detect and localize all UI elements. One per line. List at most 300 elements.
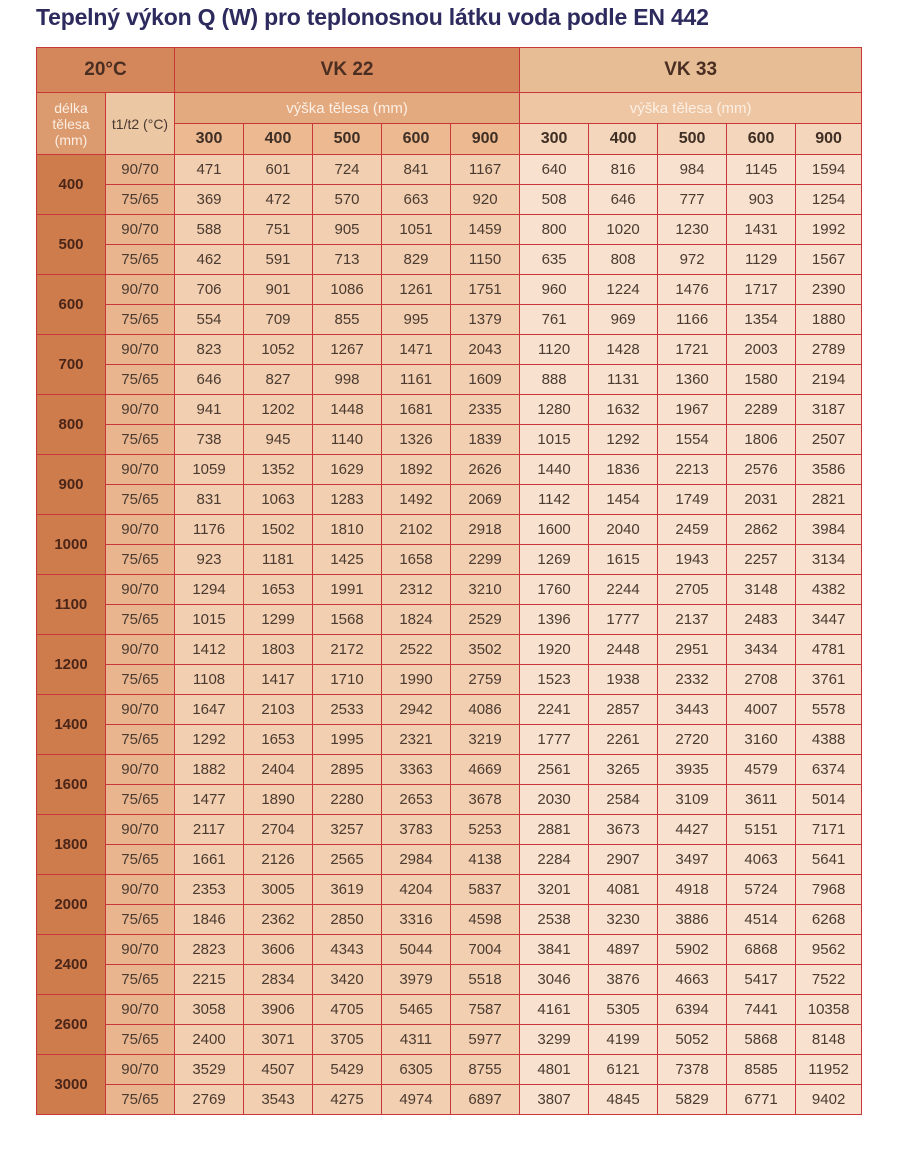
value-cell: 3257: [313, 815, 382, 845]
value-cell: 2823: [175, 935, 244, 965]
table-row: [37, 575, 862, 605]
value-cell: 5902: [658, 935, 727, 965]
row-length-label: 2400: [37, 935, 106, 995]
value-cell: 508: [520, 185, 589, 215]
row-temp-label: 90/70: [106, 815, 175, 845]
value-cell: 1990: [382, 665, 451, 695]
value-cell: 7171: [796, 815, 862, 845]
value-cell: 9562: [796, 935, 862, 965]
value-cell: 1890: [244, 785, 313, 815]
value-cell: 1269: [520, 545, 589, 575]
value-cell: 2261: [589, 725, 658, 755]
row-temp-label: 90/70: [106, 935, 175, 965]
value-cell: 2117: [175, 815, 244, 845]
value-cell: 3443: [658, 695, 727, 725]
value-cell: 4598: [451, 905, 520, 935]
row-temp-label: 90/70: [106, 995, 175, 1025]
value-cell: 2907: [589, 845, 658, 875]
value-cell: 709: [244, 305, 313, 335]
value-cell: 6394: [658, 995, 727, 1025]
value-cell: 1051: [382, 215, 451, 245]
row-temp-label: 75/65: [106, 1085, 175, 1115]
value-cell: 6374: [796, 755, 862, 785]
value-cell: 4897: [589, 935, 658, 965]
value-cell: 1360: [658, 365, 727, 395]
value-cell: 646: [589, 185, 658, 215]
value-cell: 1681: [382, 395, 451, 425]
value-cell: 2533: [313, 695, 382, 725]
value-cell: 1810: [313, 515, 382, 545]
value-cell: 3543: [244, 1085, 313, 1115]
height-col-header-vk33-400: 400: [589, 124, 658, 155]
table-row: [37, 755, 862, 785]
table-row: [37, 605, 862, 635]
value-cell: 1943: [658, 545, 727, 575]
value-cell: 841: [382, 155, 451, 185]
value-cell: 905: [313, 215, 382, 245]
value-cell: 1920: [520, 635, 589, 665]
value-cell: 1059: [175, 455, 244, 485]
value-cell: 570: [313, 185, 382, 215]
value-cell: 969: [589, 305, 658, 335]
value-cell: 3230: [589, 905, 658, 935]
value-cell: 1280: [520, 395, 589, 425]
value-cell: 471: [175, 155, 244, 185]
row-length-label: 1200: [37, 635, 106, 695]
table-row: [37, 515, 862, 545]
value-cell: 1167: [451, 155, 520, 185]
value-cell: 1580: [727, 365, 796, 395]
row-temp-label: 90/70: [106, 575, 175, 605]
value-cell: 1166: [658, 305, 727, 335]
value-cell: 11952: [796, 1055, 862, 1085]
value-cell: 3619: [313, 875, 382, 905]
value-cell: 2789: [796, 335, 862, 365]
value-cell: 2335: [451, 395, 520, 425]
row-temp-label: 75/65: [106, 665, 175, 695]
value-cell: 1354: [727, 305, 796, 335]
value-cell: 1846: [175, 905, 244, 935]
value-cell: 1839: [451, 425, 520, 455]
value-cell: 5014: [796, 785, 862, 815]
value-cell: 635: [520, 245, 589, 275]
row-length-label: 1000: [37, 515, 106, 575]
value-cell: 2857: [589, 695, 658, 725]
value-cell: 2332: [658, 665, 727, 695]
value-cell: 8585: [727, 1055, 796, 1085]
value-cell: 1992: [796, 215, 862, 245]
value-cell: 1052: [244, 335, 313, 365]
value-cell: 2584: [589, 785, 658, 815]
row-temp-label: 75/65: [106, 545, 175, 575]
table-row: [37, 425, 862, 455]
value-cell: 2769: [175, 1085, 244, 1115]
value-cell: 1938: [589, 665, 658, 695]
value-cell: 945: [244, 425, 313, 455]
value-cell: 2834: [244, 965, 313, 995]
value-cell: 1717: [727, 275, 796, 305]
value-cell: 706: [175, 275, 244, 305]
value-cell: 1609: [451, 365, 520, 395]
value-cell: 4579: [727, 755, 796, 785]
value-cell: 4388: [796, 725, 862, 755]
value-cell: 751: [244, 215, 313, 245]
value-cell: 4918: [658, 875, 727, 905]
value-cell: 2459: [658, 515, 727, 545]
value-cell: 2031: [727, 485, 796, 515]
value-cell: 1015: [520, 425, 589, 455]
value-cell: 2984: [382, 845, 451, 875]
height-header-vk33: výška tělesa (mm): [520, 93, 862, 124]
height-col-header-vk22-300: 300: [175, 124, 244, 155]
value-cell: 3434: [727, 635, 796, 665]
value-cell: 2102: [382, 515, 451, 545]
value-cell: 1824: [382, 605, 451, 635]
value-cell: 4311: [382, 1025, 451, 1055]
value-cell: 1803: [244, 635, 313, 665]
value-cell: 1412: [175, 635, 244, 665]
value-cell: 923: [175, 545, 244, 575]
value-cell: 1459: [451, 215, 520, 245]
value-cell: 1476: [658, 275, 727, 305]
value-cell: 2720: [658, 725, 727, 755]
value-cell: 2942: [382, 695, 451, 725]
value-cell: 5518: [451, 965, 520, 995]
value-cell: 1502: [244, 515, 313, 545]
value-cell: 1991: [313, 575, 382, 605]
table-row: [37, 935, 862, 965]
row-length-label: 2600: [37, 995, 106, 1055]
value-cell: 2126: [244, 845, 313, 875]
value-cell: 6771: [727, 1085, 796, 1115]
value-cell: 1202: [244, 395, 313, 425]
value-cell: 5253: [451, 815, 520, 845]
value-cell: 1230: [658, 215, 727, 245]
value-cell: 4663: [658, 965, 727, 995]
value-cell: 1140: [313, 425, 382, 455]
value-cell: 1448: [313, 395, 382, 425]
value-cell: 554: [175, 305, 244, 335]
row-temp-label: 90/70: [106, 695, 175, 725]
row-temp-label: 90/70: [106, 335, 175, 365]
value-cell: 8755: [451, 1055, 520, 1085]
value-cell: 3783: [382, 815, 451, 845]
value-cell: 1615: [589, 545, 658, 575]
value-cell: 2529: [451, 605, 520, 635]
value-cell: 4781: [796, 635, 862, 665]
value-cell: 3606: [244, 935, 313, 965]
row-temp-label: 90/70: [106, 455, 175, 485]
value-cell: 2881: [520, 815, 589, 845]
value-cell: 6868: [727, 935, 796, 965]
value-cell: 901: [244, 275, 313, 305]
value-cell: 4974: [382, 1085, 451, 1115]
height-col-header-vk22-900: 900: [451, 124, 520, 155]
value-cell: 1142: [520, 485, 589, 515]
value-cell: 2103: [244, 695, 313, 725]
value-cell: 3586: [796, 455, 862, 485]
value-cell: 5837: [451, 875, 520, 905]
table-row: [37, 785, 862, 815]
value-cell: 2194: [796, 365, 862, 395]
value-cell: 4138: [451, 845, 520, 875]
height-col-header-vk22-600: 600: [382, 124, 451, 155]
value-cell: 10358: [796, 995, 862, 1025]
value-cell: 4801: [520, 1055, 589, 1085]
value-cell: 1108: [175, 665, 244, 695]
value-cell: 1594: [796, 155, 862, 185]
value-cell: 1294: [175, 575, 244, 605]
table-row: [37, 725, 862, 755]
row-temp-label: 75/65: [106, 245, 175, 275]
value-cell: 2257: [727, 545, 796, 575]
value-cell: 2321: [382, 725, 451, 755]
value-cell: 462: [175, 245, 244, 275]
value-cell: 8148: [796, 1025, 862, 1055]
value-cell: 5465: [382, 995, 451, 1025]
value-cell: 3005: [244, 875, 313, 905]
value-cell: 823: [175, 335, 244, 365]
value-cell: 7378: [658, 1055, 727, 1085]
value-cell: 1428: [589, 335, 658, 365]
height-col-header-vk33-600: 600: [727, 124, 796, 155]
value-cell: 1836: [589, 455, 658, 485]
value-cell: 831: [175, 485, 244, 515]
value-cell: 2850: [313, 905, 382, 935]
table-row: [37, 1085, 862, 1115]
value-cell: 1379: [451, 305, 520, 335]
value-cell: 2043: [451, 335, 520, 365]
value-cell: 1417: [244, 665, 313, 695]
value-cell: 1261: [382, 275, 451, 305]
value-cell: 1086: [313, 275, 382, 305]
value-cell: 7441: [727, 995, 796, 1025]
value-cell: 369: [175, 185, 244, 215]
value-cell: 2653: [382, 785, 451, 815]
value-cell: 2030: [520, 785, 589, 815]
value-cell: 1554: [658, 425, 727, 455]
value-cell: 663: [382, 185, 451, 215]
value-cell: 6305: [382, 1055, 451, 1085]
value-cell: 2522: [382, 635, 451, 665]
value-cell: 2708: [727, 665, 796, 695]
value-cell: 3219: [451, 725, 520, 755]
value-cell: 2284: [520, 845, 589, 875]
value-cell: 3187: [796, 395, 862, 425]
row-temp-label: 90/70: [106, 635, 175, 665]
value-cell: 2213: [658, 455, 727, 485]
value-cell: 4199: [589, 1025, 658, 1055]
value-cell: 1880: [796, 305, 862, 335]
value-cell: 3134: [796, 545, 862, 575]
value-cell: 724: [313, 155, 382, 185]
value-cell: 738: [175, 425, 244, 455]
value-cell: 2069: [451, 485, 520, 515]
row-temp-label: 90/70: [106, 755, 175, 785]
value-cell: 4063: [727, 845, 796, 875]
value-cell: 2895: [313, 755, 382, 785]
value-cell: 816: [589, 155, 658, 185]
row-temp-label: 90/70: [106, 215, 175, 245]
value-cell: 2821: [796, 485, 862, 515]
table-row: [37, 875, 862, 905]
value-cell: 6897: [451, 1085, 520, 1115]
value-cell: 5429: [313, 1055, 382, 1085]
value-cell: 3678: [451, 785, 520, 815]
table-row: [37, 695, 862, 725]
value-cell: 5305: [589, 995, 658, 1025]
row-temp-label: 75/65: [106, 605, 175, 635]
row-length-label: 1600: [37, 755, 106, 815]
value-cell: 972: [658, 245, 727, 275]
row-temp-label: 90/70: [106, 275, 175, 305]
value-cell: 591: [244, 245, 313, 275]
table-row: [37, 305, 862, 335]
page-title: Tepelný výkon Q (W) pro teplonosnou látku voda podle EN 442: [36, 4, 709, 30]
value-cell: 1777: [589, 605, 658, 635]
value-cell: 7968: [796, 875, 862, 905]
row-temp-label: 90/70: [106, 515, 175, 545]
table-row: [37, 245, 862, 275]
table-row: [37, 1055, 862, 1085]
value-cell: 800: [520, 215, 589, 245]
value-cell: 4845: [589, 1085, 658, 1115]
value-cell: 2705: [658, 575, 727, 605]
value-cell: 4275: [313, 1085, 382, 1115]
value-cell: 2280: [313, 785, 382, 815]
value-cell: 640: [520, 155, 589, 185]
value-cell: 3611: [727, 785, 796, 815]
value-cell: 1396: [520, 605, 589, 635]
table-row: [37, 635, 862, 665]
value-cell: 4669: [451, 755, 520, 785]
table-row: [37, 815, 862, 845]
value-cell: 6121: [589, 1055, 658, 1085]
value-cell: 1751: [451, 275, 520, 305]
value-cell: 3447: [796, 605, 862, 635]
value-cell: 601: [244, 155, 313, 185]
value-cell: 5417: [727, 965, 796, 995]
row-temp-label: 75/65: [106, 425, 175, 455]
table-row: [37, 155, 862, 185]
row-temp-label: 90/70: [106, 395, 175, 425]
value-cell: 5044: [382, 935, 451, 965]
table-row: [37, 1025, 862, 1055]
height-col-header-vk22-500: 500: [313, 124, 382, 155]
temperature-corner-header: 20°C: [37, 48, 175, 93]
value-cell: 3502: [451, 635, 520, 665]
value-cell: 2483: [727, 605, 796, 635]
value-cell: 5868: [727, 1025, 796, 1055]
row-temp-label: 75/65: [106, 305, 175, 335]
row-length-label: 800: [37, 395, 106, 455]
value-cell: 2312: [382, 575, 451, 605]
value-cell: 3876: [589, 965, 658, 995]
value-cell: 941: [175, 395, 244, 425]
value-cell: 2241: [520, 695, 589, 725]
value-cell: 998: [313, 365, 382, 395]
row-length-label: 900: [37, 455, 106, 515]
row-temp-label: 75/65: [106, 485, 175, 515]
value-cell: 4427: [658, 815, 727, 845]
row-length-label: 400: [37, 155, 106, 215]
table-row: [37, 335, 862, 365]
value-cell: 1995: [313, 725, 382, 755]
value-cell: 888: [520, 365, 589, 395]
value-cell: 1710: [313, 665, 382, 695]
value-cell: 3886: [658, 905, 727, 935]
value-cell: 808: [589, 245, 658, 275]
value-cell: 1892: [382, 455, 451, 485]
row-temp-label: 90/70: [106, 875, 175, 905]
value-cell: 2353: [175, 875, 244, 905]
value-cell: 920: [451, 185, 520, 215]
value-cell: 2362: [244, 905, 313, 935]
value-cell: 1647: [175, 695, 244, 725]
value-cell: 1653: [244, 725, 313, 755]
value-cell: 7004: [451, 935, 520, 965]
table-row: [37, 845, 862, 875]
value-cell: 3935: [658, 755, 727, 785]
value-cell: 2404: [244, 755, 313, 785]
row-temp-label: 75/65: [106, 905, 175, 935]
value-cell: 1176: [175, 515, 244, 545]
value-cell: 2040: [589, 515, 658, 545]
value-cell: 1015: [175, 605, 244, 635]
table-row: [37, 545, 862, 575]
value-cell: 1129: [727, 245, 796, 275]
value-cell: 2003: [727, 335, 796, 365]
table-row: [37, 665, 862, 695]
value-cell: 1777: [520, 725, 589, 755]
value-cell: 3071: [244, 1025, 313, 1055]
value-cell: 1629: [313, 455, 382, 485]
value-cell: 2448: [589, 635, 658, 665]
value-cell: 2561: [520, 755, 589, 785]
value-cell: 1471: [382, 335, 451, 365]
value-cell: 4382: [796, 575, 862, 605]
table-row: [37, 485, 862, 515]
value-cell: 1567: [796, 245, 862, 275]
table-row: [37, 995, 862, 1025]
value-cell: 761: [520, 305, 589, 335]
value-cell: 1477: [175, 785, 244, 815]
value-cell: 2918: [451, 515, 520, 545]
value-cell: 1145: [727, 155, 796, 185]
group-header-vk33: VK 33: [520, 48, 862, 93]
value-cell: 6268: [796, 905, 862, 935]
value-cell: 3265: [589, 755, 658, 785]
value-cell: 4204: [382, 875, 451, 905]
value-cell: 3529: [175, 1055, 244, 1085]
table-row: [37, 455, 862, 485]
value-cell: 1440: [520, 455, 589, 485]
value-cell: 3761: [796, 665, 862, 695]
row-length-label: 3000: [37, 1055, 106, 1115]
value-cell: 1882: [175, 755, 244, 785]
value-cell: 4161: [520, 995, 589, 1025]
value-cell: 2951: [658, 635, 727, 665]
value-cell: 2137: [658, 605, 727, 635]
value-cell: 2400: [175, 1025, 244, 1055]
value-cell: 9402: [796, 1085, 862, 1115]
value-cell: 3046: [520, 965, 589, 995]
height-col-header-vk33-900: 900: [796, 124, 862, 155]
value-cell: 1749: [658, 485, 727, 515]
value-cell: 2626: [451, 455, 520, 485]
length-column-header: délka tělesa (mm): [37, 93, 106, 155]
value-cell: 829: [382, 245, 451, 275]
